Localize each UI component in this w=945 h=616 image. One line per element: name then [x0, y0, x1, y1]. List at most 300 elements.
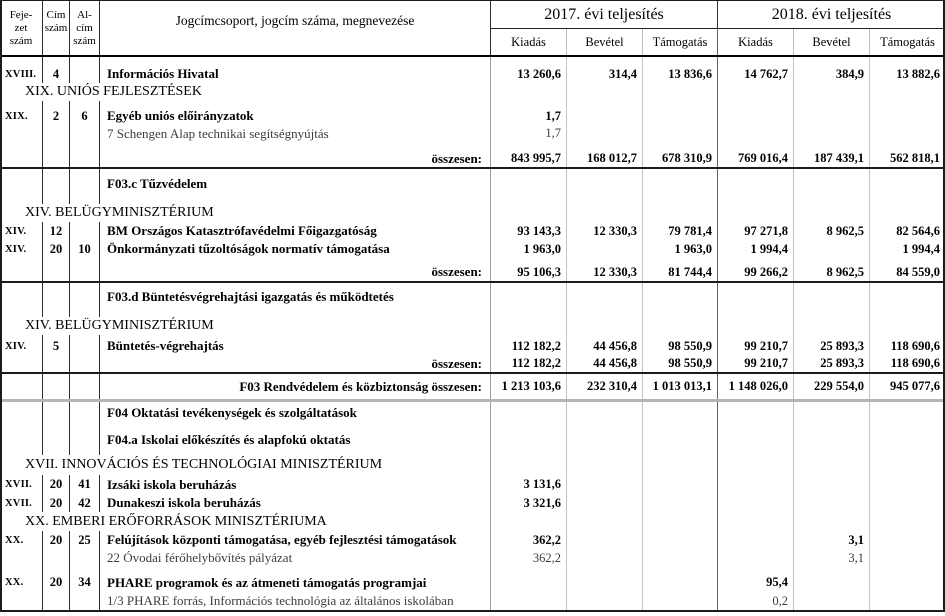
cell-value [794, 175, 870, 193]
cell-value: 1 148 026,0 [718, 374, 794, 399]
cell-value [491, 592, 567, 610]
table-header [0, 0, 945, 57]
header-fejezet-line: zet [14, 22, 28, 35]
cell-value [491, 573, 567, 592]
cell-value [567, 317, 643, 335]
header-2018-bevetel: Bevétel [794, 29, 870, 55]
cell-fejezet: XVII. [0, 494, 43, 512]
cell-value: 1 963,0 [491, 240, 567, 258]
cell-value: 95,4 [718, 573, 794, 592]
cell-value: 99 210,7 [718, 337, 794, 355]
cell-alcim: 41 [70, 475, 100, 494]
cell-value: 112 182,2 [491, 337, 567, 355]
cell-value [870, 83, 945, 101]
cell-value [491, 193, 567, 204]
cell-value: 362,2 [491, 549, 567, 567]
cell-value [794, 512, 870, 531]
cell-value: 1 994,4 [902, 241, 940, 256]
cell-value [491, 83, 567, 101]
cell-value [794, 424, 870, 455]
cell-fejezet [0, 355, 43, 372]
cell-value: 25 893,3 [794, 355, 870, 372]
cell-value [718, 83, 794, 101]
cell-value: 12 330,3 [567, 222, 643, 240]
cell-value: 945 077,6 [890, 379, 940, 393]
cell-fejezet [0, 592, 43, 610]
table-row [0, 288, 945, 306]
cell-value [794, 475, 870, 494]
cell-fejezet: XIV. [0, 337, 43, 355]
cell-fejezet [0, 374, 43, 399]
cell-value [718, 193, 794, 204]
cell-fejezet: XIV. [0, 222, 43, 240]
cell-value [718, 175, 794, 193]
cell-value [870, 455, 945, 475]
cell-fejezet [0, 125, 43, 142]
table-row [0, 494, 945, 512]
cell-cim: 4 [43, 65, 70, 83]
cell-value [643, 175, 718, 193]
cell-name [100, 193, 491, 204]
cell-value: 3 131,6 [491, 475, 567, 494]
cell-value [643, 424, 718, 455]
cell-value: 678 310,9 [643, 150, 718, 167]
cell-name: összesen: [100, 355, 491, 372]
table-row [0, 150, 945, 167]
cell-value [491, 175, 567, 193]
cell-value [491, 455, 567, 475]
cell-alcim: 42 [70, 494, 100, 512]
cell-value [870, 204, 945, 222]
cell-alcim [70, 150, 100, 167]
cell-value [643, 531, 718, 549]
cell-value [491, 204, 567, 222]
cell-value [643, 549, 718, 567]
cell-value [870, 531, 945, 549]
section-title: XIX. UNIÓS FEJLESZTÉSEK [0, 83, 491, 101]
cell-fejezet [0, 402, 43, 424]
cell-value: 1 994,4 [718, 240, 794, 258]
cell-value [794, 573, 870, 592]
cell-value [794, 204, 870, 222]
header-fejezet-szam [0, 1, 43, 55]
cell-value: 95 106,3 [491, 263, 567, 281]
cell-value [718, 317, 794, 335]
table-row [0, 263, 945, 281]
cell-value: 118 690,6 [890, 338, 940, 353]
header-alcim-line: szám [73, 35, 96, 48]
cell-cim [43, 57, 70, 65]
cell-value: 562 818,1 [890, 151, 940, 165]
cell-value [870, 475, 945, 494]
table-row [0, 142, 945, 150]
cell-value [870, 592, 945, 610]
section-row [0, 455, 945, 475]
cell-value [870, 573, 945, 592]
cell-value [718, 531, 794, 549]
cell-alcim [70, 263, 100, 281]
table-body [0, 57, 945, 616]
header-cim-line: Cím [46, 9, 66, 21]
cell-alcim [70, 355, 100, 372]
cell-alcim: 10 [70, 240, 100, 258]
cell-alcim: 6 [70, 107, 100, 125]
cell-alcim [70, 402, 100, 424]
cell-cim [43, 402, 70, 424]
cell-value [567, 193, 643, 204]
cell-cim [43, 592, 70, 610]
header-cim-szam [43, 1, 70, 55]
header-fejezet-line: szám [9, 35, 33, 48]
cell-value [718, 57, 794, 65]
cell-fejezet [0, 306, 43, 317]
cell-value [491, 402, 567, 424]
cell-value: 187 439,1 [794, 150, 870, 167]
cell-value [870, 175, 945, 193]
cell-value [718, 402, 794, 424]
cell-alcim [70, 175, 100, 193]
cell-value [491, 512, 567, 531]
cell-value [794, 83, 870, 101]
cell-value: 14 762,7 [718, 65, 794, 83]
table-row [0, 573, 945, 592]
cell-cim [43, 374, 70, 399]
cell-value: 13 260,6 [491, 65, 567, 83]
cell-value [643, 57, 718, 65]
cell-value: 384,9 [794, 65, 870, 83]
cell-name: 7 Schengen Alap technikai segítségnyújtás [100, 125, 491, 142]
table-row [0, 402, 945, 424]
cell-value: 3,1 [794, 549, 870, 567]
cell-value: 44 456,8 [567, 337, 643, 355]
cell-value [794, 142, 870, 150]
cell-cim [43, 288, 70, 306]
cell-value: 229 554,0 [794, 374, 870, 399]
cell-fejezet [0, 549, 43, 567]
cell-value: 0,2 [718, 592, 794, 610]
table-row [0, 424, 945, 455]
cell-fejezet [0, 175, 43, 193]
cell-cim: 12 [43, 222, 70, 240]
cell-value [870, 402, 945, 424]
cell-name: összesen: [100, 150, 491, 167]
cell-value [870, 512, 945, 531]
header-2017-title: 2017. évi teljesítés [491, 1, 718, 28]
cell-fejezet: XIX. [0, 107, 43, 125]
cell-cim [43, 142, 70, 150]
cell-name: Büntetés-végrehajtás [100, 337, 491, 355]
cell-value [870, 549, 945, 567]
cell-value [870, 317, 945, 335]
cell-alcim [70, 592, 100, 610]
header-2017-kiadas: Kiadás [491, 29, 567, 55]
cell-cim: 20 [43, 475, 70, 494]
cell-fejezet: XX. [0, 573, 43, 592]
cell-fejezet [0, 263, 43, 281]
cell-name: összesen: [100, 263, 491, 281]
cell-value [643, 494, 718, 512]
cell-cim: 20 [43, 531, 70, 549]
cell-name: F04.a Iskolai előkészítés és alapfokú oktatás [100, 424, 491, 455]
cell-value [567, 240, 643, 258]
cell-fejezet [0, 150, 43, 167]
header-alcim-line: Al- [77, 9, 92, 21]
cell-value [491, 424, 567, 455]
cell-value: 8 962,5 [794, 222, 870, 240]
header-jogcimcsoport: Jogcímcsoport, jogcím száma, megnevezése [100, 1, 491, 55]
cell-value [567, 531, 643, 549]
cell-value [794, 57, 870, 65]
cell-fejezet: XIV. [0, 240, 43, 258]
cell-cim [43, 306, 70, 317]
cell-cim: 2 [43, 107, 70, 125]
cell-name: F03.d Büntetésvégrehajtási igazgatás és működtetés [100, 288, 491, 306]
cell-value [567, 288, 643, 306]
cell-value [567, 175, 643, 193]
cell-value [794, 402, 870, 424]
section-row [0, 204, 945, 222]
cell-alcim [70, 374, 100, 399]
cell-name: F03 Rendvédelem és közbiztonság összesen: [100, 374, 491, 399]
cell-fejezet [0, 288, 43, 306]
table-row [0, 65, 945, 83]
cell-name: Önkormányzati tűzoltóságok normatív támogatása [100, 240, 491, 258]
cell-name [100, 306, 491, 317]
cell-value [870, 193, 945, 204]
cell-value [794, 240, 870, 258]
cell-value [643, 142, 718, 150]
cell-value: 93 143,3 [491, 222, 567, 240]
cell-cim [43, 175, 70, 193]
cell-name: Egyéb uniós előirányzatok [100, 107, 491, 125]
cell-value [718, 424, 794, 455]
cell-value: 1 963,0 [643, 240, 718, 258]
table-row [0, 240, 945, 258]
cell-value [567, 306, 643, 317]
cell-value [870, 494, 945, 512]
table-row [0, 107, 945, 125]
cell-value [491, 317, 567, 335]
cell-value: 99 266,2 [718, 263, 794, 281]
cell-alcim: 34 [70, 573, 100, 592]
cell-value [870, 288, 945, 306]
cell-value [567, 83, 643, 101]
cell-value [870, 424, 945, 455]
cell-value [643, 204, 718, 222]
section-title: XVII. INNOVÁCIÓS ÉS TECHNOLÓGIAI MINISZTÉRIUM [0, 455, 491, 475]
header-alcim-szam [70, 1, 100, 55]
cell-value [643, 317, 718, 335]
cell-value [718, 549, 794, 567]
cell-cim: 5 [43, 337, 70, 355]
cell-name: F04 Oktatási tevékenységek és szolgáltatások [100, 402, 491, 424]
cell-value: 769 016,4 [718, 150, 794, 167]
cell-value [491, 306, 567, 317]
cell-value [643, 288, 718, 306]
cell-value [794, 288, 870, 306]
table-left-border [0, 0, 2, 612]
cell-fejezet: XVIII. [0, 65, 43, 83]
cell-value: 82 564,6 [896, 223, 940, 238]
cell-value: 12 330,3 [567, 263, 643, 281]
cell-value [643, 573, 718, 592]
section-row [0, 512, 945, 531]
cell-cim [43, 150, 70, 167]
cell-value [567, 424, 643, 455]
cell-cim: 20 [43, 240, 70, 258]
cell-value: 81 744,4 [643, 263, 718, 281]
cell-value: 3 321,6 [491, 494, 567, 512]
cell-fejezet [0, 193, 43, 204]
header-2017-tamogatas: Támogatás [643, 29, 718, 55]
cell-alcim [70, 424, 100, 455]
cell-value [567, 455, 643, 475]
section-title: XIV. BELÜGYMINISZTÉRIUM [0, 204, 491, 222]
cell-value: 1,7 [491, 125, 567, 142]
cell-value: 84 559,0 [896, 264, 940, 279]
cell-value [870, 142, 945, 150]
cell-value [643, 107, 718, 125]
cell-value [718, 512, 794, 531]
cell-value [794, 107, 870, 125]
cell-fejezet: XVII. [0, 475, 43, 494]
cell-value [870, 107, 945, 125]
cell-name: Izsáki iskola beruházás [100, 475, 491, 494]
cell-value [643, 402, 718, 424]
cell-value: 362,2 [491, 531, 567, 549]
cell-name: F03.c Tűzvédelem [100, 175, 491, 193]
table-row [0, 306, 945, 317]
cell-value [718, 288, 794, 306]
cell-value [567, 107, 643, 125]
cell-value [567, 402, 643, 424]
cell-value [870, 57, 945, 65]
cell-name: 22 Óvodai férőhelybővítés pályázat [100, 549, 491, 567]
cell-value [794, 125, 870, 142]
cell-cim: 20 [43, 573, 70, 592]
cell-value [567, 592, 643, 610]
cell-value [718, 455, 794, 475]
cell-value [567, 142, 643, 150]
cell-value: 99 210,7 [718, 355, 794, 372]
table-row [0, 337, 945, 355]
cell-name: Információs Hivatal [100, 65, 491, 83]
cell-value [794, 494, 870, 512]
cell-cim [43, 125, 70, 142]
cell-value [718, 107, 794, 125]
section-title: XIV. BELÜGYMINISZTÉRIUM [0, 317, 491, 335]
cell-cim: 20 [43, 494, 70, 512]
header-fejezet-line: Feje- [9, 9, 33, 21]
cell-name: 1/3 PHARE forrás, Információs technológia az általános iskolában [100, 592, 491, 610]
table-row [0, 531, 945, 549]
cell-alcim [70, 288, 100, 306]
cell-value [643, 83, 718, 101]
cell-value [567, 475, 643, 494]
cell-value [718, 142, 794, 150]
cell-value: 98 550,9 [643, 355, 718, 372]
cell-value [567, 549, 643, 567]
header-2018-tamogatas: Támogatás [880, 34, 935, 49]
cell-value [794, 193, 870, 204]
cell-value [718, 125, 794, 142]
cell-value: 1 013 013,1 [643, 374, 718, 399]
cell-cim [43, 193, 70, 204]
cell-value: 1,7 [491, 107, 567, 125]
cell-value: 314,4 [567, 65, 643, 83]
cell-value [643, 512, 718, 531]
cell-value [491, 57, 567, 65]
cell-name: Felújítások központi támogatása, egyéb fejlesztési támogatások [100, 531, 491, 549]
cell-value [567, 494, 643, 512]
table-row [0, 592, 945, 610]
cell-value [643, 455, 718, 475]
header-2017-bevetel: Bevétel [567, 29, 643, 55]
cell-cim [43, 549, 70, 567]
cell-value [491, 142, 567, 150]
cell-fejezet [0, 57, 43, 65]
cell-cim [43, 355, 70, 372]
cell-name [100, 57, 491, 65]
cell-value [870, 306, 945, 317]
header-2018-kiadas: Kiadás [718, 29, 794, 55]
cell-value [567, 57, 643, 65]
section-title: XX. EMBERI ERŐFORRÁSOK MINISZTÉRIUMA [0, 512, 491, 531]
cell-value [491, 288, 567, 306]
cell-value [794, 592, 870, 610]
cell-value: 843 995,7 [491, 150, 567, 167]
cell-value [718, 204, 794, 222]
cell-value: 79 781,4 [643, 222, 718, 240]
cell-value: 13 836,6 [643, 65, 718, 83]
cell-value: 97 271,8 [718, 222, 794, 240]
cell-value [567, 512, 643, 531]
table-row [0, 374, 945, 399]
header-subcolumns [491, 29, 945, 55]
cell-value [870, 125, 945, 142]
header-alcim-line: cím [76, 22, 93, 35]
cell-value [643, 306, 718, 317]
cell-fejezet: XX. [0, 531, 43, 549]
cell-value: 98 550,9 [643, 337, 718, 355]
cell-value [718, 494, 794, 512]
cell-alcim [70, 306, 100, 317]
cell-value: 1 213 103,6 [491, 374, 567, 399]
cell-value: 3,1 [794, 531, 870, 549]
blank-strip [0, 612, 945, 616]
cell-fejezet [0, 424, 43, 455]
cell-value [643, 125, 718, 142]
cell-alcim [70, 337, 100, 355]
cell-name: BM Országos Katasztrófavédelmi Főigazgatóság [100, 222, 491, 240]
cell-value [643, 193, 718, 204]
cell-value [794, 455, 870, 475]
cell-value: 44 456,8 [567, 355, 643, 372]
cell-value [567, 204, 643, 222]
section-row [0, 83, 945, 101]
cell-alcim [70, 142, 100, 150]
cell-name: PHARE programok és az átmeneti támogatás programjai [100, 573, 491, 592]
cell-alcim [70, 125, 100, 142]
cell-value: 232 310,4 [567, 374, 643, 399]
table-row [0, 475, 945, 494]
table-row [0, 549, 945, 567]
cell-value [718, 306, 794, 317]
cell-fejezet [0, 142, 43, 150]
table-row [0, 175, 945, 193]
cell-value [567, 125, 643, 142]
cell-value [794, 306, 870, 317]
